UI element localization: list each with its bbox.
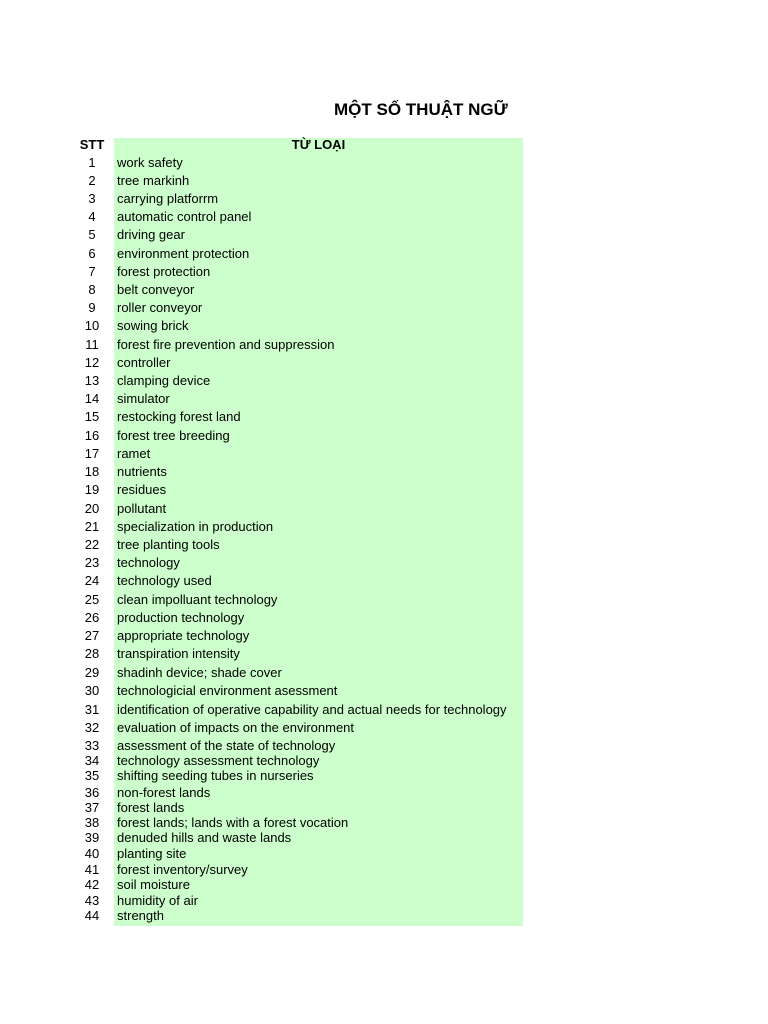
row-number: 4 <box>88 209 96 224</box>
table-row <box>0 753 523 769</box>
row-term: driving gear <box>117 227 185 242</box>
row-term: appropriate technology <box>117 628 250 643</box>
row-number: 31 <box>84 702 100 717</box>
row-number: 27 <box>84 628 100 643</box>
table-row <box>0 318 523 334</box>
row-number: 37 <box>84 800 100 815</box>
table-row <box>0 482 523 498</box>
table-row <box>0 264 523 280</box>
row-term: forest fire prevention and suppression <box>117 337 335 352</box>
row-term: denuded hills and waste lands <box>117 830 292 845</box>
row-term: non-forest lands <box>117 785 211 800</box>
row-term: planting site <box>117 846 187 861</box>
row-number: 12 <box>84 355 100 370</box>
row-number: 14 <box>84 391 100 406</box>
row-term: shifting seeding tubes in nurseries <box>117 768 314 783</box>
table-row <box>0 373 523 389</box>
row-number: 1 <box>88 155 96 170</box>
row-term: nutrients <box>117 464 167 479</box>
row-term: forest lands; lands with a forest vocation <box>117 815 349 830</box>
row-number: 15 <box>84 409 100 424</box>
table-row <box>0 155 523 171</box>
row-number: 20 <box>84 501 100 516</box>
row-term: forest protection <box>117 264 211 279</box>
row-number: 2 <box>88 173 96 188</box>
row-term: carrying platforrm <box>117 191 219 206</box>
row-term: technologicial environment asessment <box>117 683 338 698</box>
table-row <box>0 209 523 225</box>
table-row <box>0 665 523 681</box>
row-number: 39 <box>84 830 100 845</box>
table-row <box>0 720 523 736</box>
column-header-term: TỪ LOẠI <box>291 137 346 152</box>
row-number: 7 <box>88 264 96 279</box>
row-number: 17 <box>84 446 100 461</box>
row-term: identification of operative capability and actual needs for technology <box>117 702 507 717</box>
row-number: 8 <box>88 282 96 297</box>
table-row <box>0 227 523 243</box>
table-row <box>0 768 523 784</box>
table-row <box>0 537 523 553</box>
row-term: environment protection <box>117 246 250 261</box>
row-number: 24 <box>84 573 100 588</box>
table-row <box>0 785 523 801</box>
row-term: automatic control panel <box>117 209 252 224</box>
row-term: strength <box>117 908 164 923</box>
table-row <box>0 173 523 189</box>
table-row <box>0 877 523 893</box>
row-term: ramet <box>117 446 151 461</box>
row-term: soil moisture <box>117 877 190 892</box>
table-row <box>0 800 523 816</box>
row-number: 23 <box>84 555 100 570</box>
row-number: 10 <box>84 318 100 333</box>
row-term: tree markinh <box>117 173 190 188</box>
row-number: 44 <box>84 908 100 923</box>
table-row <box>0 830 523 846</box>
row-term: simulator <box>117 391 170 406</box>
row-number: 35 <box>84 768 100 783</box>
table-row <box>0 337 523 353</box>
row-number: 33 <box>84 738 100 753</box>
row-number: 13 <box>84 373 100 388</box>
row-term: technology used <box>117 573 212 588</box>
table-row <box>0 355 523 371</box>
row-term: controller <box>117 355 171 370</box>
table-row <box>0 464 523 480</box>
row-number: 9 <box>88 300 96 315</box>
row-number: 29 <box>84 665 100 680</box>
row-number: 5 <box>88 227 96 242</box>
row-term: evaluation of impacts on the environment <box>117 720 355 735</box>
page-title: MỘT SỐ THUẬT NGỮ <box>334 100 508 119</box>
column-header-stt: STT <box>79 137 105 152</box>
row-term: technology assessment technology <box>117 753 320 768</box>
table-row <box>0 246 523 262</box>
row-term: humidity of air <box>117 893 198 908</box>
row-term: residues <box>117 482 167 497</box>
table-row <box>0 846 523 862</box>
row-term: forest inventory/survey <box>117 862 248 877</box>
table-row <box>0 519 523 535</box>
row-number: 26 <box>84 610 100 625</box>
row-number: 32 <box>84 720 100 735</box>
table-row <box>0 191 523 207</box>
table-row <box>0 592 523 608</box>
row-number: 43 <box>84 893 100 908</box>
table-row <box>0 646 523 662</box>
row-term: technology <box>117 555 180 570</box>
row-number: 21 <box>84 519 100 534</box>
row-term: clamping device <box>117 373 211 388</box>
row-term: restocking forest land <box>117 409 241 424</box>
row-number: 18 <box>84 464 100 479</box>
table-row <box>0 555 523 571</box>
row-number: 40 <box>84 846 100 861</box>
row-term: pollutant <box>117 501 167 516</box>
row-term: forest lands <box>117 800 185 815</box>
table-row <box>0 391 523 407</box>
row-term: tree planting tools <box>117 537 220 552</box>
row-term: clean impolluant technology <box>117 592 278 607</box>
row-number: 36 <box>84 785 100 800</box>
table-row <box>0 610 523 626</box>
row-number: 22 <box>84 537 100 552</box>
row-number: 6 <box>88 246 96 261</box>
row-number: 41 <box>84 862 100 877</box>
table-row <box>0 573 523 589</box>
row-term: work safety <box>117 155 183 170</box>
table-row <box>0 702 523 718</box>
row-term: assessment of the state of technology <box>117 738 336 753</box>
row-term: forest tree breeding <box>117 428 230 443</box>
table-row <box>0 501 523 517</box>
row-term: sowing brick <box>117 318 189 333</box>
table-row <box>0 282 523 298</box>
row-term: belt conveyor <box>117 282 195 297</box>
row-term: roller conveyor <box>117 300 203 315</box>
table-row <box>0 862 523 878</box>
table-row <box>0 446 523 462</box>
row-number: 11 <box>85 337 99 352</box>
row-term: transpiration intensity <box>117 646 240 661</box>
table-row <box>0 428 523 444</box>
row-number: 34 <box>84 753 100 768</box>
table-row <box>0 893 523 909</box>
row-number: 19 <box>84 482 100 497</box>
table-row <box>0 300 523 316</box>
row-number: 25 <box>84 592 100 607</box>
table-row <box>0 908 523 924</box>
table-row <box>0 815 523 831</box>
row-term: specialization in production <box>117 519 274 534</box>
row-term: shadinh device; shade cover <box>117 665 282 680</box>
row-number: 38 <box>84 815 100 830</box>
row-number: 3 <box>88 191 96 206</box>
row-term: production technology <box>117 610 245 625</box>
row-number: 42 <box>84 877 100 892</box>
table-row <box>0 738 523 754</box>
row-number: 28 <box>84 646 100 661</box>
table-row <box>0 409 523 425</box>
row-number: 16 <box>84 428 100 443</box>
row-number: 30 <box>84 683 100 698</box>
table-row <box>0 628 523 644</box>
table-row <box>0 683 523 699</box>
